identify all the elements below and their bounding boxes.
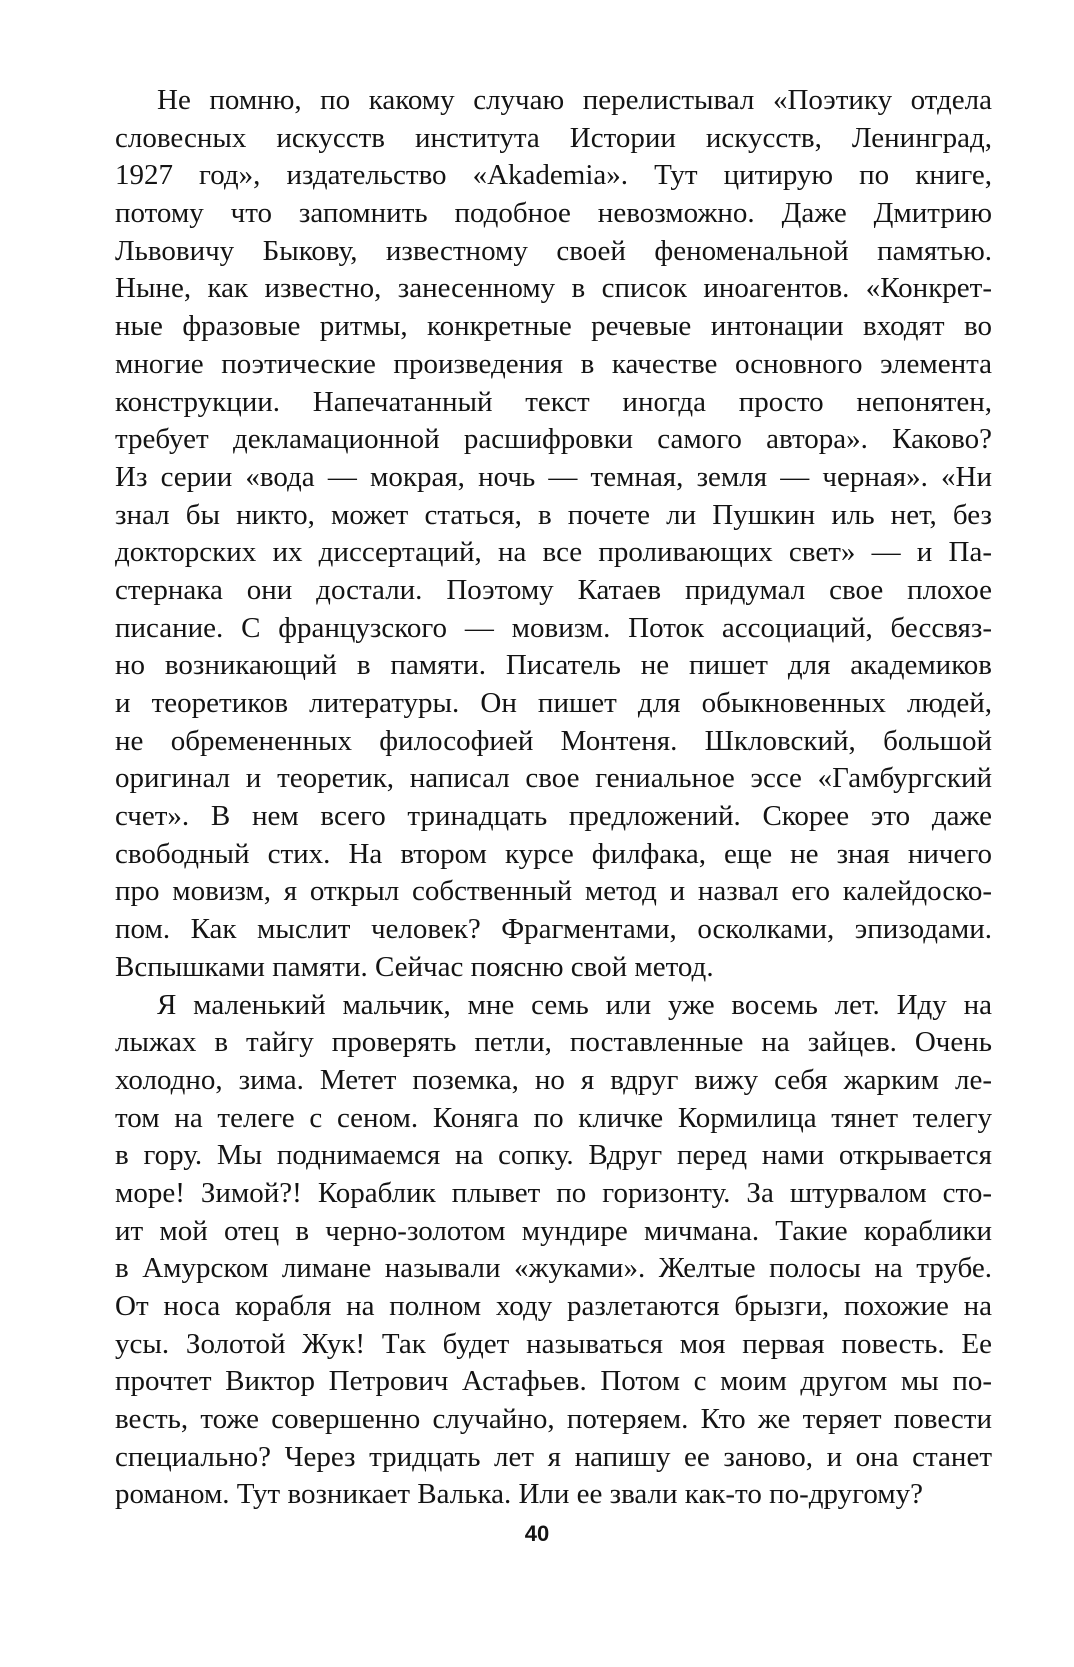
text-line: ные фразовые ритмы, конкретные речевые интонации входят во: [115, 310, 992, 343]
paragraph: [115, 987, 992, 1515]
text-line: про мовизм, я открыл собственный метод и назвал его калейдоско-: [115, 875, 992, 908]
text-line: От носа корабля на полном ходу разлетаются брызги, похожие на: [115, 1290, 992, 1322]
text-line: Вспышками памяти. Сейчас поясню свой метод.: [115, 950, 714, 983]
text-line: лыжах в тайгу проверять петли, поставленные на зайцев. Очень: [115, 1026, 992, 1059]
text-line: 1927 год», издательство «Akademia». Тут цитирую по книге,: [115, 159, 992, 192]
text-line: Из серии «вода — мокрая, ночь — темная, земля — черная». «Ни: [115, 460, 992, 493]
text-line: Не помню, по какому случаю перелистывал «Поэтику отдела: [157, 84, 992, 116]
text-line: словесных искусств института Истории искусств, Ленинград,: [115, 121, 992, 154]
text-line: пом. Как мыслит человек? Фрагментами, осколками, эпизодами.: [115, 913, 992, 946]
text-line: свободный стих. На втором курсе филфака, еще не зная ничего: [115, 837, 992, 870]
text-line: том на телеге с сеном. Коняга по кличке Кормилица тянет телегу: [115, 1101, 992, 1134]
text-line: в гору. Мы поднимаемся на сопку. Вдруг перед нами открывается: [115, 1139, 992, 1172]
text-line: Ныне, как известно, занесенному в список иноагентов. «Конкрет-: [115, 272, 992, 305]
text-line: и теоретиков литературы. Он пишет для обыкновенных людей,: [115, 687, 992, 719]
text-line: докторских их диссертаций, на все проливающих свет» — и Па-: [115, 536, 992, 569]
text-line: Львовичу Быкову, известному своей феноменальной памятью.: [115, 234, 992, 267]
text-line: потому что запомнить подобное невозможно. Даже Дмитрию: [115, 197, 992, 230]
text-line: конструкции. Напечатанный текст иногда просто непонятен,: [115, 385, 992, 418]
paragraph: [115, 82, 992, 987]
text-line: счет». В нем всего тринадцать предложений. Скорее это даже: [115, 800, 992, 833]
body-text: [115, 82, 992, 1514]
text-line: весть, тоже совершенно случайно, потеряем. Кто же теряет повести: [115, 1403, 992, 1436]
text-line: усы. Золотой Жук! Так будет называться моя первая повесть. Ее: [115, 1327, 992, 1360]
text-line: море! Зимой?! Кораблик плывет по горизонту. За штурвалом сто-: [115, 1176, 992, 1209]
text-line: в Амурском лимане называли «жуками». Желтые полосы на трубе.: [115, 1252, 992, 1285]
text-line: требует декламационной расшифровки самого автора». Каково?: [115, 423, 992, 456]
text-line: стернака они достали. Поэтому Катаев придумал свое плохое: [115, 573, 992, 606]
text-line: многие поэтические произведения в качестве основного элемента: [115, 347, 992, 380]
text-line: романом. Тут возникает Валька. Или ее звали как-то по-другому?: [115, 1478, 923, 1511]
page-number: 40: [524, 1521, 550, 1546]
text-line: оригинал и теоретик, написал свое гениальное эссе «Гамбургский: [115, 762, 992, 795]
text-line: прочтет Виктор Петрович Астафьев. Потом с моим другом мы по-: [115, 1365, 992, 1398]
text-line: ит мой отец в черно-золотом мундире мичмана. Такие кораблики: [115, 1214, 992, 1247]
text-line: холодно, зима. Метет поземка, но я вдруг вижу себя жарким ле-: [115, 1063, 992, 1096]
text-line: но возникающий в памяти. Писатель не пишет для академиков: [115, 649, 992, 682]
text-line: специально? Через тридцать лет я напишу ее заново, и она станет: [115, 1440, 992, 1473]
text-line: писание. С французского — мовизм. Поток ассоциаций, бессвяз-: [115, 611, 992, 644]
text-line: Я маленький мальчик, мне семь или уже восемь лет. Иду на: [157, 988, 992, 1021]
text-line: знал бы никто, может статься, в почете ли Пушкин иль нет, без: [115, 498, 992, 531]
text-line: не обремененных философией Монтеня. Шкловский, большой: [115, 724, 992, 757]
